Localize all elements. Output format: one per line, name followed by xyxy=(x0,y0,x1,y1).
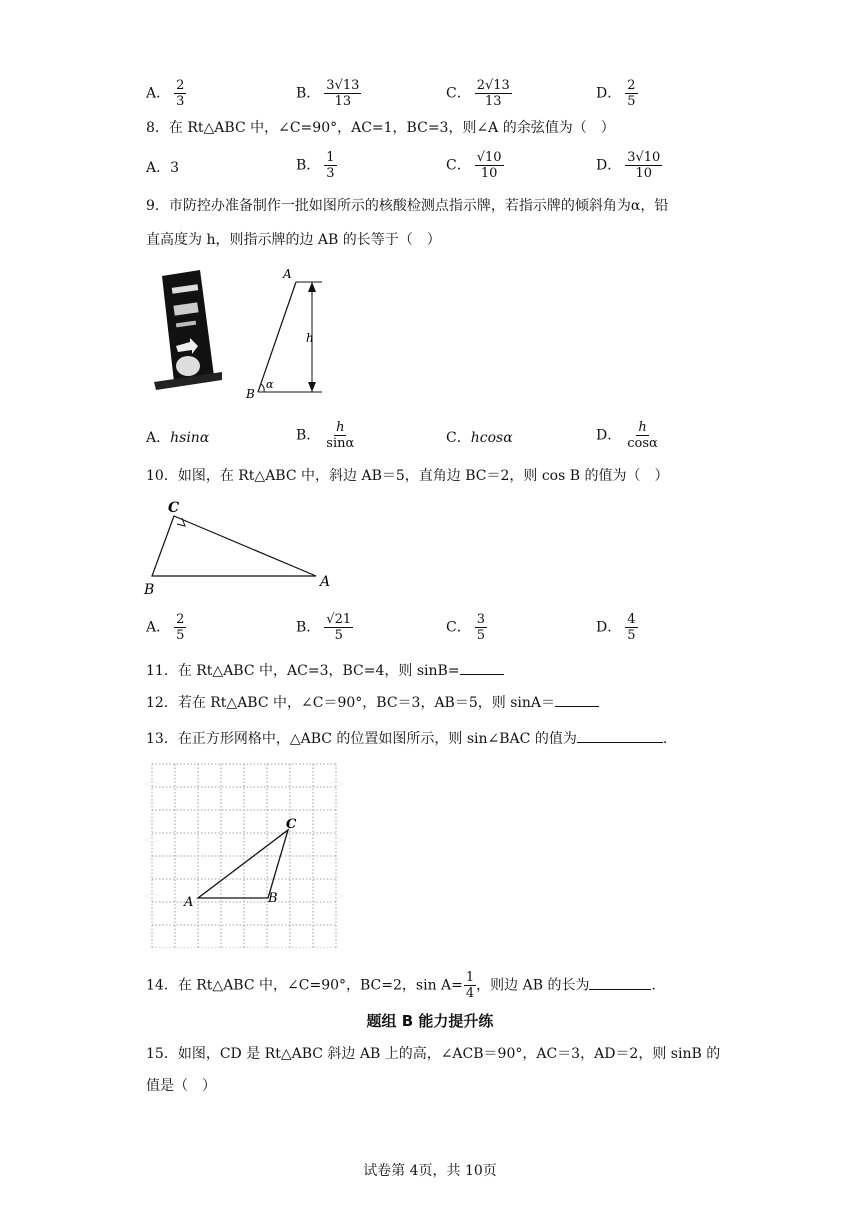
page-footer: 试卷第 4页，共 10页 xyxy=(363,1163,497,1179)
q10-stem: 10．如图，在 Rt△ABC 中，斜边 AB＝5，直角边 BC＝2，则 cos B 的值为（ ） xyxy=(146,468,669,484)
q10-option-c: C． $\frac{3}{5}$ xyxy=(446,612,485,643)
q9-option-a: A．hsinα xyxy=(146,430,210,446)
q13-answer-blank[interactable] xyxy=(577,728,663,743)
q15-stem-line1: 15．如图，CD 是 Rt△ABC 斜边 AB 上的高，∠ACB＝90°，AC＝3，AD＝2，则 sinB 的 xyxy=(146,1046,721,1062)
q8-option-a: A．3 xyxy=(146,160,180,176)
q12-stem: 12．若在 Rt△ABC 中，∠C＝90°，BC＝3，AB＝5，则 sinA＝ xyxy=(146,692,599,713)
q10-option-b: B． $\frac{√21}{5}$ xyxy=(296,612,352,643)
q12-answer-blank[interactable] xyxy=(555,692,599,707)
q10-option-a: A． $\frac{2}{5}$ xyxy=(146,612,185,643)
q13-label-c: C xyxy=(286,817,297,832)
q9-label-h: h xyxy=(306,331,314,345)
q14-answer-blank[interactable] xyxy=(589,975,651,990)
q8-option-c: C． $\frac{√10}{10}$ xyxy=(446,150,502,181)
q13-label-a: A xyxy=(184,895,194,910)
q9-stem-line2: 直高度为 h，则指示牌的边 AB 的长等于（ ） xyxy=(146,232,441,248)
q8-option-d: D． $\frac{3√10}{10}$ xyxy=(596,150,661,181)
q9-option-b: B． $\frac{h}{\sin\alpha}$ xyxy=(296,420,355,451)
q10-label-a: A xyxy=(320,574,331,590)
q9-label-b: B xyxy=(246,387,255,401)
q13-stem: 13．在正方形网格中，△ABC 的位置如图所示，则 sin∠BAC 的值为 . xyxy=(146,728,667,749)
q11-answer-blank[interactable] xyxy=(460,660,504,675)
q10-label-c: C xyxy=(168,500,180,516)
q13-grid-figure xyxy=(148,760,360,948)
q10-figure xyxy=(140,496,350,600)
q10-label-b: B xyxy=(144,582,155,598)
q8-option-b: B． $\frac{1}{3}$ xyxy=(296,150,335,181)
q9-stem-line1: 9．市防控办准备制作一批如图所示的核酸检测点指示牌，若指示牌的倾斜角为α，铅 xyxy=(146,198,669,214)
q11-stem: 11．在 Rt△ABC 中，AC=3，BC=4，则 sinB= xyxy=(146,660,504,681)
q9-label-a: A xyxy=(283,267,292,281)
q7-option-a: A． $\frac{2}{3}$ xyxy=(146,78,185,109)
q9-label-alpha: α xyxy=(266,378,274,391)
q15-stem-line2: 值是（ ） xyxy=(146,1078,216,1094)
grid-lines xyxy=(152,764,336,948)
q7-option-b: B． $\frac{3√13}{13}$ xyxy=(296,78,360,109)
q8-stem: 8．在 Rt△ABC 中，∠C=90°，AC=1，BC=3，则∠A 的余弦值为（ ） xyxy=(146,120,615,136)
q9-option-c: C．hcosα xyxy=(446,430,513,446)
q13-label-b: B xyxy=(268,891,278,906)
q9-option-d: D． $\frac{h}{\cos\alpha}$ xyxy=(596,420,658,451)
q9-figure xyxy=(146,264,346,404)
q14-stem: 14．在 Rt△ABC 中，∠C=90°，BC=2，sin A= $\frac{1}{4}$ ，则边 AB 的长为 . xyxy=(146,970,656,1001)
q7-option-c: C． $\frac{2√13}{13}$ xyxy=(446,78,510,109)
q10-option-d: D． $\frac{4}{5}$ xyxy=(596,612,636,643)
triangle-abc xyxy=(198,830,288,898)
q7-option-d: D． $\frac{2}{5}$ xyxy=(596,78,636,109)
section-title: 题组 B 能力提升练 xyxy=(366,1012,494,1030)
sign-photo xyxy=(154,270,222,390)
